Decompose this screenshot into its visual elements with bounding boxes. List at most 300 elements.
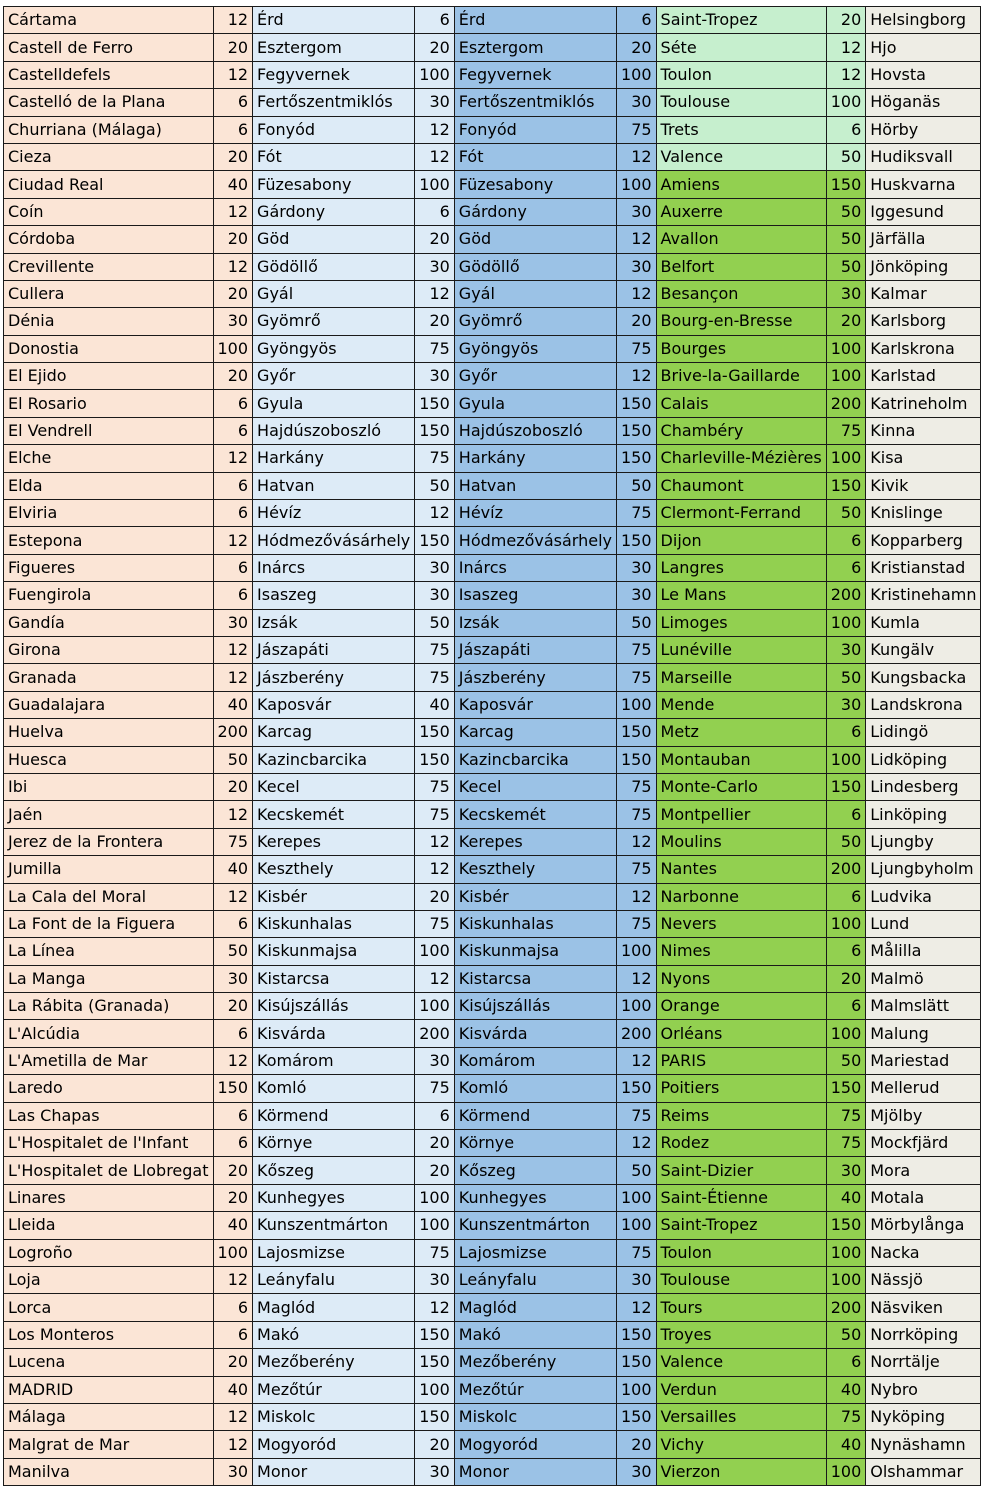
france-qty-cell[interactable]: 6 xyxy=(826,801,866,828)
hungary-city-cell[interactable]: Kerepes xyxy=(253,828,415,855)
hungary-city-cell[interactable]: Kőszeg xyxy=(253,1157,415,1184)
hungary-city-cell-2[interactable]: Körmend xyxy=(454,1102,616,1129)
france-qty-cell[interactable]: 50 xyxy=(826,226,866,253)
spain-city-cell[interactable]: Donostia xyxy=(4,335,214,362)
spain-city-cell[interactable]: El Ejido xyxy=(4,363,214,390)
hungary-qty-cell-2[interactable]: 75 xyxy=(617,335,657,362)
hungary-qty-cell-2[interactable]: 30 xyxy=(617,198,657,225)
sweden-city-cell[interactable]: Lidköping xyxy=(866,746,981,773)
france-city-cell[interactable]: PARIS xyxy=(656,1047,826,1074)
france-qty-cell[interactable]: 50 xyxy=(826,198,866,225)
sweden-city-cell[interactable]: Mellerud xyxy=(866,1075,981,1102)
france-city-cell[interactable]: Charleville-Mézières xyxy=(656,445,826,472)
hungary-qty-cell-2[interactable]: 75 xyxy=(617,856,657,883)
spain-city-cell[interactable]: Málaga xyxy=(4,1403,214,1430)
spain-qty-cell[interactable]: 30 xyxy=(213,1458,253,1485)
spain-qty-cell[interactable]: 20 xyxy=(213,143,253,170)
spain-city-cell[interactable]: Granada xyxy=(4,664,214,691)
france-city-cell[interactable]: Belfort xyxy=(656,253,826,280)
hungary-city-cell-2[interactable]: Isaszeg xyxy=(454,582,616,609)
france-qty-cell[interactable]: 200 xyxy=(826,582,866,609)
spain-city-cell[interactable]: Lucena xyxy=(4,1349,214,1376)
spain-qty-cell[interactable]: 12 xyxy=(213,664,253,691)
france-qty-cell[interactable]: 6 xyxy=(826,993,866,1020)
spain-qty-cell[interactable]: 30 xyxy=(213,308,253,335)
hungary-city-cell[interactable]: Jászapáti xyxy=(253,636,415,663)
spain-qty-cell[interactable]: 20 xyxy=(213,34,253,61)
france-qty-cell[interactable]: 6 xyxy=(826,554,866,581)
hungary-city-cell[interactable]: Esztergom xyxy=(253,34,415,61)
france-qty-cell[interactable]: 50 xyxy=(826,253,866,280)
hungary-city-cell-2[interactable]: Jászapáti xyxy=(454,636,616,663)
spain-qty-cell[interactable]: 20 xyxy=(213,363,253,390)
spain-city-cell[interactable]: La Font de la Figuera xyxy=(4,910,214,937)
hungary-qty-cell[interactable]: 6 xyxy=(415,198,455,225)
spain-city-cell[interactable]: L'Alcúdia xyxy=(4,1020,214,1047)
hungary-city-cell-2[interactable]: Esztergom xyxy=(454,34,616,61)
hungary-city-cell[interactable]: Izsák xyxy=(253,609,415,636)
hungary-qty-cell-2[interactable]: 75 xyxy=(617,1102,657,1129)
hungary-qty-cell-2[interactable]: 12 xyxy=(617,226,657,253)
france-city-cell[interactable]: Vichy xyxy=(656,1431,826,1458)
spain-city-cell[interactable]: Ibi xyxy=(4,773,214,800)
spain-city-cell[interactable]: Cártama xyxy=(4,7,214,34)
hungary-qty-cell[interactable]: 100 xyxy=(415,993,455,1020)
sweden-city-cell[interactable]: Nacka xyxy=(866,1239,981,1266)
spain-qty-cell[interactable]: 6 xyxy=(213,582,253,609)
hungary-qty-cell-2[interactable]: 30 xyxy=(617,554,657,581)
hungary-city-cell-2[interactable]: Kunszentmárton xyxy=(454,1212,616,1239)
hungary-city-cell[interactable]: Gyöngyös xyxy=(253,335,415,362)
hungary-qty-cell-2[interactable]: 12 xyxy=(617,1130,657,1157)
spain-qty-cell[interactable]: 200 xyxy=(213,719,253,746)
france-qty-cell[interactable]: 100 xyxy=(826,445,866,472)
sweden-city-cell[interactable]: Karlskrona xyxy=(866,335,981,362)
hungary-qty-cell[interactable]: 75 xyxy=(415,664,455,691)
spain-city-cell[interactable]: Girona xyxy=(4,636,214,663)
sweden-city-cell[interactable]: Mora xyxy=(866,1157,981,1184)
spain-city-cell[interactable]: El Rosario xyxy=(4,390,214,417)
hungary-city-cell[interactable]: Gyula xyxy=(253,390,415,417)
spain-qty-cell[interactable]: 12 xyxy=(213,883,253,910)
sweden-city-cell[interactable]: Helsingborg xyxy=(866,7,981,34)
france-qty-cell[interactable]: 100 xyxy=(826,363,866,390)
france-city-cell[interactable]: Chaumont xyxy=(656,472,826,499)
sweden-city-cell[interactable]: Nyköping xyxy=(866,1403,981,1430)
hungary-qty-cell[interactable]: 50 xyxy=(415,472,455,499)
sweden-city-cell[interactable]: Kisa xyxy=(866,445,981,472)
sweden-city-cell[interactable]: Norrtälje xyxy=(866,1349,981,1376)
hungary-qty-cell[interactable]: 40 xyxy=(415,691,455,718)
spain-qty-cell[interactable]: 40 xyxy=(213,1376,253,1403)
france-city-cell[interactable]: Dijon xyxy=(656,527,826,554)
hungary-city-cell-2[interactable]: Füzesabony xyxy=(454,171,616,198)
hungary-qty-cell-2[interactable]: 75 xyxy=(617,1239,657,1266)
hungary-city-cell-2[interactable]: Fonyód xyxy=(454,116,616,143)
france-city-cell[interactable]: Valence xyxy=(656,143,826,170)
france-city-cell[interactable]: Montauban xyxy=(656,746,826,773)
hungary-qty-cell-2[interactable]: 75 xyxy=(617,664,657,691)
hungary-city-cell[interactable]: Jászberény xyxy=(253,664,415,691)
hungary-qty-cell-2[interactable]: 200 xyxy=(617,1020,657,1047)
spain-city-cell[interactable]: Huelva xyxy=(4,719,214,746)
france-qty-cell[interactable]: 6 xyxy=(826,527,866,554)
hungary-qty-cell-2[interactable]: 12 xyxy=(617,363,657,390)
spain-qty-cell[interactable]: 40 xyxy=(213,1212,253,1239)
hungary-qty-cell-2[interactable]: 30 xyxy=(617,1266,657,1293)
france-city-cell[interactable]: Montpellier xyxy=(656,801,826,828)
france-city-cell[interactable]: Bourg-en-Bresse xyxy=(656,308,826,335)
hungary-city-cell-2[interactable]: Gyömrő xyxy=(454,308,616,335)
spain-qty-cell[interactable]: 6 xyxy=(213,1102,253,1129)
hungary-city-cell[interactable]: Harkány xyxy=(253,445,415,472)
hungary-qty-cell-2[interactable]: 30 xyxy=(617,1458,657,1485)
spain-qty-cell[interactable]: 20 xyxy=(213,773,253,800)
hungary-qty-cell-2[interactable]: 6 xyxy=(617,7,657,34)
france-city-cell[interactable]: Nimes xyxy=(656,938,826,965)
hungary-city-cell[interactable]: Füzesabony xyxy=(253,171,415,198)
hungary-city-cell[interactable]: Mezőtúr xyxy=(253,1376,415,1403)
spain-city-cell[interactable]: Estepona xyxy=(4,527,214,554)
hungary-qty-cell-2[interactable]: 150 xyxy=(617,1321,657,1348)
hungary-city-cell-2[interactable]: Kecel xyxy=(454,773,616,800)
sweden-city-cell[interactable]: Hörby xyxy=(866,116,981,143)
hungary-city-cell[interactable]: Komárom xyxy=(253,1047,415,1074)
hungary-qty-cell[interactable]: 75 xyxy=(415,445,455,472)
hungary-qty-cell-2[interactable]: 75 xyxy=(617,500,657,527)
france-qty-cell[interactable]: 12 xyxy=(826,61,866,88)
hungary-qty-cell[interactable]: 30 xyxy=(415,1266,455,1293)
sweden-city-cell[interactable]: Motala xyxy=(866,1184,981,1211)
hungary-qty-cell[interactable]: 20 xyxy=(415,883,455,910)
hungary-qty-cell[interactable]: 150 xyxy=(415,719,455,746)
hungary-qty-cell-2[interactable]: 75 xyxy=(617,636,657,663)
hungary-qty-cell[interactable]: 75 xyxy=(415,910,455,937)
spain-city-cell[interactable]: Jaén xyxy=(4,801,214,828)
hungary-qty-cell[interactable]: 75 xyxy=(415,335,455,362)
hungary-qty-cell-2[interactable]: 100 xyxy=(617,938,657,965)
hungary-qty-cell[interactable]: 12 xyxy=(415,280,455,307)
hungary-city-cell-2[interactable]: Izsák xyxy=(454,609,616,636)
hungary-qty-cell-2[interactable]: 100 xyxy=(617,171,657,198)
spain-city-cell[interactable]: Elviria xyxy=(4,500,214,527)
hungary-city-cell-2[interactable]: Hévíz xyxy=(454,500,616,527)
france-city-cell[interactable]: Amiens xyxy=(656,171,826,198)
hungary-city-cell-2[interactable]: Monor xyxy=(454,1458,616,1485)
spain-city-cell[interactable]: MADRID xyxy=(4,1376,214,1403)
spain-qty-cell[interactable]: 6 xyxy=(213,554,253,581)
hungary-city-cell-2[interactable]: Kecskemét xyxy=(454,801,616,828)
spain-qty-cell[interactable]: 75 xyxy=(213,828,253,855)
hungary-city-cell[interactable]: Kisbér xyxy=(253,883,415,910)
sweden-city-cell[interactable]: Nybro xyxy=(866,1376,981,1403)
hungary-qty-cell-2[interactable]: 20 xyxy=(617,308,657,335)
france-qty-cell[interactable]: 6 xyxy=(826,719,866,746)
hungary-city-cell-2[interactable]: Mezőtúr xyxy=(454,1376,616,1403)
france-city-cell[interactable]: Chambéry xyxy=(656,417,826,444)
hungary-city-cell-2[interactable]: Gyula xyxy=(454,390,616,417)
france-qty-cell[interactable]: 200 xyxy=(826,1294,866,1321)
hungary-qty-cell-2[interactable]: 12 xyxy=(617,965,657,992)
hungary-qty-cell-2[interactable]: 12 xyxy=(617,883,657,910)
sweden-city-cell[interactable]: Norrköping xyxy=(866,1321,981,1348)
sweden-city-cell[interactable]: Kalmar xyxy=(866,280,981,307)
france-qty-cell[interactable]: 30 xyxy=(826,691,866,718)
france-qty-cell[interactable]: 100 xyxy=(826,746,866,773)
hungary-qty-cell[interactable]: 12 xyxy=(415,856,455,883)
hungary-city-cell[interactable]: Kistarcsa xyxy=(253,965,415,992)
hungary-qty-cell[interactable]: 100 xyxy=(415,1376,455,1403)
hungary-qty-cell-2[interactable]: 75 xyxy=(617,910,657,937)
hungary-city-cell[interactable]: Miskolc xyxy=(253,1403,415,1430)
hungary-city-cell[interactable]: Fonyód xyxy=(253,116,415,143)
sweden-city-cell[interactable]: Målilla xyxy=(866,938,981,965)
hungary-city-cell[interactable]: Kisújszállás xyxy=(253,993,415,1020)
spain-qty-cell[interactable]: 100 xyxy=(213,1239,253,1266)
hungary-city-cell-2[interactable]: Inárcs xyxy=(454,554,616,581)
hungary-city-cell[interactable]: Inárcs xyxy=(253,554,415,581)
hungary-city-cell-2[interactable]: Környe xyxy=(454,1130,616,1157)
hungary-qty-cell-2[interactable]: 150 xyxy=(617,746,657,773)
sweden-city-cell[interactable]: Näsviken xyxy=(866,1294,981,1321)
france-qty-cell[interactable]: 75 xyxy=(826,417,866,444)
spain-city-cell[interactable]: Crevillente xyxy=(4,253,214,280)
france-city-cell[interactable]: Trets xyxy=(656,116,826,143)
spain-city-cell[interactable]: L'Hospitalet de l'Infant xyxy=(4,1130,214,1157)
spain-city-cell[interactable]: L'Ametilla de Mar xyxy=(4,1047,214,1074)
sweden-city-cell[interactable]: Järfälla xyxy=(866,226,981,253)
hungary-city-cell[interactable]: Mogyoród xyxy=(253,1431,415,1458)
hungary-city-cell-2[interactable]: Kistarcsa xyxy=(454,965,616,992)
france-qty-cell[interactable]: 100 xyxy=(826,1020,866,1047)
sweden-city-cell[interactable]: Nynäshamn xyxy=(866,1431,981,1458)
france-qty-cell[interactable]: 6 xyxy=(826,1349,866,1376)
france-qty-cell[interactable]: 150 xyxy=(826,1212,866,1239)
spain-city-cell[interactable]: El Vendrell xyxy=(4,417,214,444)
hungary-qty-cell[interactable]: 6 xyxy=(415,7,455,34)
france-city-cell[interactable]: Verdun xyxy=(656,1376,826,1403)
france-qty-cell[interactable]: 50 xyxy=(826,1047,866,1074)
hungary-qty-cell[interactable]: 20 xyxy=(415,1157,455,1184)
sweden-city-cell[interactable]: Kumla xyxy=(866,609,981,636)
france-qty-cell[interactable]: 20 xyxy=(826,7,866,34)
spain-city-cell[interactable]: Dénia xyxy=(4,308,214,335)
spain-qty-cell[interactable]: 12 xyxy=(213,1266,253,1293)
france-city-cell[interactable]: Clermont-Ferrand xyxy=(656,500,826,527)
sweden-city-cell[interactable]: Huskvarna xyxy=(866,171,981,198)
sweden-city-cell[interactable]: Kinna xyxy=(866,417,981,444)
hungary-city-cell-2[interactable]: Érd xyxy=(454,7,616,34)
spain-qty-cell[interactable]: 150 xyxy=(213,1075,253,1102)
spain-qty-cell[interactable]: 6 xyxy=(213,116,253,143)
hungary-qty-cell[interactable]: 75 xyxy=(415,636,455,663)
france-city-cell[interactable]: Langres xyxy=(656,554,826,581)
hungary-city-cell[interactable]: Hajdúszoboszló xyxy=(253,417,415,444)
spain-qty-cell[interactable]: 12 xyxy=(213,1431,253,1458)
france-qty-cell[interactable]: 6 xyxy=(826,938,866,965)
spain-city-cell[interactable]: Jumilla xyxy=(4,856,214,883)
hungary-qty-cell-2[interactable]: 100 xyxy=(617,691,657,718)
france-city-cell[interactable]: Narbonne xyxy=(656,883,826,910)
hungary-city-cell-2[interactable]: Komárom xyxy=(454,1047,616,1074)
spain-city-cell[interactable]: Castelló de la Plana xyxy=(4,89,214,116)
france-city-cell[interactable]: Reims xyxy=(656,1102,826,1129)
hungary-qty-cell[interactable]: 150 xyxy=(415,1349,455,1376)
hungary-city-cell-2[interactable]: Mezőberény xyxy=(454,1349,616,1376)
sweden-city-cell[interactable]: Mörbylånga xyxy=(866,1212,981,1239)
spain-city-cell[interactable]: Churriana (Málaga) xyxy=(4,116,214,143)
hungary-qty-cell[interactable]: 30 xyxy=(415,363,455,390)
hungary-city-cell-2[interactable]: Gödöllő xyxy=(454,253,616,280)
spain-city-cell[interactable]: Laredo xyxy=(4,1075,214,1102)
spain-qty-cell[interactable]: 20 xyxy=(213,1157,253,1184)
hungary-qty-cell-2[interactable]: 30 xyxy=(617,582,657,609)
spain-qty-cell[interactable]: 12 xyxy=(213,527,253,554)
spain-city-cell[interactable]: Lleida xyxy=(4,1212,214,1239)
spain-city-cell[interactable]: Coín xyxy=(4,198,214,225)
hungary-city-cell[interactable]: Makó xyxy=(253,1321,415,1348)
hungary-qty-cell-2[interactable]: 150 xyxy=(617,527,657,554)
france-qty-cell[interactable]: 30 xyxy=(826,636,866,663)
france-qty-cell[interactable]: 50 xyxy=(826,828,866,855)
spain-qty-cell[interactable]: 6 xyxy=(213,89,253,116)
spain-qty-cell[interactable]: 12 xyxy=(213,253,253,280)
hungary-city-cell[interactable]: Kazincbarcika xyxy=(253,746,415,773)
spain-city-cell[interactable]: La Manga xyxy=(4,965,214,992)
france-city-cell[interactable]: Le Mans xyxy=(656,582,826,609)
france-qty-cell[interactable]: 100 xyxy=(826,335,866,362)
hungary-qty-cell-2[interactable]: 30 xyxy=(617,253,657,280)
france-qty-cell[interactable]: 100 xyxy=(826,1239,866,1266)
hungary-qty-cell-2[interactable]: 100 xyxy=(617,1184,657,1211)
france-city-cell[interactable]: Monte-Carlo xyxy=(656,773,826,800)
spain-city-cell[interactable]: Figueres xyxy=(4,554,214,581)
hungary-city-cell-2[interactable]: Kazincbarcika xyxy=(454,746,616,773)
france-city-cell[interactable]: Troyes xyxy=(656,1321,826,1348)
hungary-qty-cell[interactable]: 12 xyxy=(415,965,455,992)
hungary-city-cell-2[interactable]: Fót xyxy=(454,143,616,170)
sweden-city-cell[interactable]: Katrineholm xyxy=(866,390,981,417)
france-qty-cell[interactable]: 100 xyxy=(826,1458,866,1485)
hungary-qty-cell-2[interactable]: 12 xyxy=(617,1047,657,1074)
hungary-city-cell[interactable]: Kiskunhalas xyxy=(253,910,415,937)
france-city-cell[interactable]: Bourges xyxy=(656,335,826,362)
hungary-city-cell-2[interactable]: Hódmezővásárhely xyxy=(454,527,616,554)
spain-qty-cell[interactable]: 12 xyxy=(213,636,253,663)
sweden-city-cell[interactable]: Ljungby xyxy=(866,828,981,855)
hungary-city-cell-2[interactable]: Karcag xyxy=(454,719,616,746)
spain-city-cell[interactable]: Huesca xyxy=(4,746,214,773)
sweden-city-cell[interactable]: Ludvika xyxy=(866,883,981,910)
spain-city-cell[interactable]: La Cala del Moral xyxy=(4,883,214,910)
spain-city-cell[interactable]: Las Chapas xyxy=(4,1102,214,1129)
spain-city-cell[interactable]: Los Monteros xyxy=(4,1321,214,1348)
hungary-city-cell-2[interactable]: Kerepes xyxy=(454,828,616,855)
spain-qty-cell[interactable]: 12 xyxy=(213,445,253,472)
sweden-city-cell[interactable]: Ljungbyholm xyxy=(866,856,981,883)
hungary-qty-cell[interactable]: 100 xyxy=(415,1184,455,1211)
sweden-city-cell[interactable]: Malung xyxy=(866,1020,981,1047)
hungary-qty-cell-2[interactable]: 30 xyxy=(617,89,657,116)
france-city-cell[interactable]: Besançon xyxy=(656,280,826,307)
hungary-city-cell-2[interactable]: Hajdúszoboszló xyxy=(454,417,616,444)
hungary-city-cell-2[interactable]: Kisbér xyxy=(454,883,616,910)
hungary-qty-cell[interactable]: 100 xyxy=(415,61,455,88)
sweden-city-cell[interactable]: Hudiksvall xyxy=(866,143,981,170)
france-qty-cell[interactable]: 75 xyxy=(826,1403,866,1430)
france-qty-cell[interactable]: 40 xyxy=(826,1376,866,1403)
hungary-qty-cell[interactable]: 200 xyxy=(415,1020,455,1047)
hungary-city-cell[interactable]: Leányfalu xyxy=(253,1266,415,1293)
hungary-city-cell-2[interactable]: Maglód xyxy=(454,1294,616,1321)
hungary-qty-cell[interactable]: 20 xyxy=(415,226,455,253)
hungary-qty-cell-2[interactable]: 150 xyxy=(617,445,657,472)
hungary-city-cell[interactable]: Kiskunmajsa xyxy=(253,938,415,965)
spain-qty-cell[interactable]: 50 xyxy=(213,938,253,965)
hungary-city-cell[interactable]: Kunhegyes xyxy=(253,1184,415,1211)
hungary-qty-cell-2[interactable]: 20 xyxy=(617,1431,657,1458)
france-city-cell[interactable]: Mende xyxy=(656,691,826,718)
spain-qty-cell[interactable]: 12 xyxy=(213,1047,253,1074)
hungary-city-cell-2[interactable]: Gárdony xyxy=(454,198,616,225)
sweden-city-cell[interactable]: Lund xyxy=(866,910,981,937)
france-qty-cell[interactable]: 150 xyxy=(826,1075,866,1102)
france-city-cell[interactable]: Tours xyxy=(656,1294,826,1321)
spain-city-cell[interactable]: Malgrat de Mar xyxy=(4,1431,214,1458)
sweden-city-cell[interactable]: Jönköping xyxy=(866,253,981,280)
france-qty-cell[interactable]: 50 xyxy=(826,143,866,170)
hungary-qty-cell[interactable]: 75 xyxy=(415,1075,455,1102)
sweden-city-cell[interactable]: Landskrona xyxy=(866,691,981,718)
sweden-city-cell[interactable]: Karlstad xyxy=(866,363,981,390)
france-city-cell[interactable]: Rodez xyxy=(656,1130,826,1157)
hungary-qty-cell[interactable]: 30 xyxy=(415,582,455,609)
hungary-city-cell-2[interactable]: Lajosmizse xyxy=(454,1239,616,1266)
hungary-city-cell-2[interactable]: Gyál xyxy=(454,280,616,307)
france-qty-cell[interactable]: 50 xyxy=(826,1321,866,1348)
spain-city-cell[interactable]: Cullera xyxy=(4,280,214,307)
hungary-city-cell-2[interactable]: Hatvan xyxy=(454,472,616,499)
hungary-city-cell[interactable]: Hatvan xyxy=(253,472,415,499)
spain-qty-cell[interactable]: 6 xyxy=(213,472,253,499)
spain-qty-cell[interactable]: 12 xyxy=(213,61,253,88)
spain-city-cell[interactable]: Elda xyxy=(4,472,214,499)
hungary-qty-cell[interactable]: 150 xyxy=(415,390,455,417)
hungary-qty-cell[interactable]: 30 xyxy=(415,554,455,581)
spain-city-cell[interactable]: Logroño xyxy=(4,1239,214,1266)
france-qty-cell[interactable]: 6 xyxy=(826,883,866,910)
sweden-city-cell[interactable]: Knislinge xyxy=(866,500,981,527)
sweden-city-cell[interactable]: Kungälv xyxy=(866,636,981,663)
hungary-city-cell[interactable]: Kunszentmárton xyxy=(253,1212,415,1239)
hungary-qty-cell[interactable]: 30 xyxy=(415,89,455,116)
hungary-qty-cell-2[interactable]: 75 xyxy=(617,773,657,800)
france-qty-cell[interactable]: 30 xyxy=(826,280,866,307)
spain-qty-cell[interactable]: 12 xyxy=(213,198,253,225)
france-qty-cell[interactable]: 100 xyxy=(826,609,866,636)
hungary-city-cell-2[interactable]: Harkány xyxy=(454,445,616,472)
hungary-qty-cell[interactable]: 12 xyxy=(415,828,455,855)
hungary-qty-cell[interactable]: 20 xyxy=(415,1431,455,1458)
hungary-qty-cell[interactable]: 150 xyxy=(415,1403,455,1430)
france-city-cell[interactable]: Versailles xyxy=(656,1403,826,1430)
hungary-city-cell[interactable]: Kaposvár xyxy=(253,691,415,718)
hungary-qty-cell[interactable]: 50 xyxy=(415,609,455,636)
france-city-cell[interactable]: Nantes xyxy=(656,856,826,883)
hungary-city-cell-2[interactable]: Kisvárda xyxy=(454,1020,616,1047)
sweden-city-cell[interactable]: Kopparberg xyxy=(866,527,981,554)
spain-city-cell[interactable]: Guadalajara xyxy=(4,691,214,718)
